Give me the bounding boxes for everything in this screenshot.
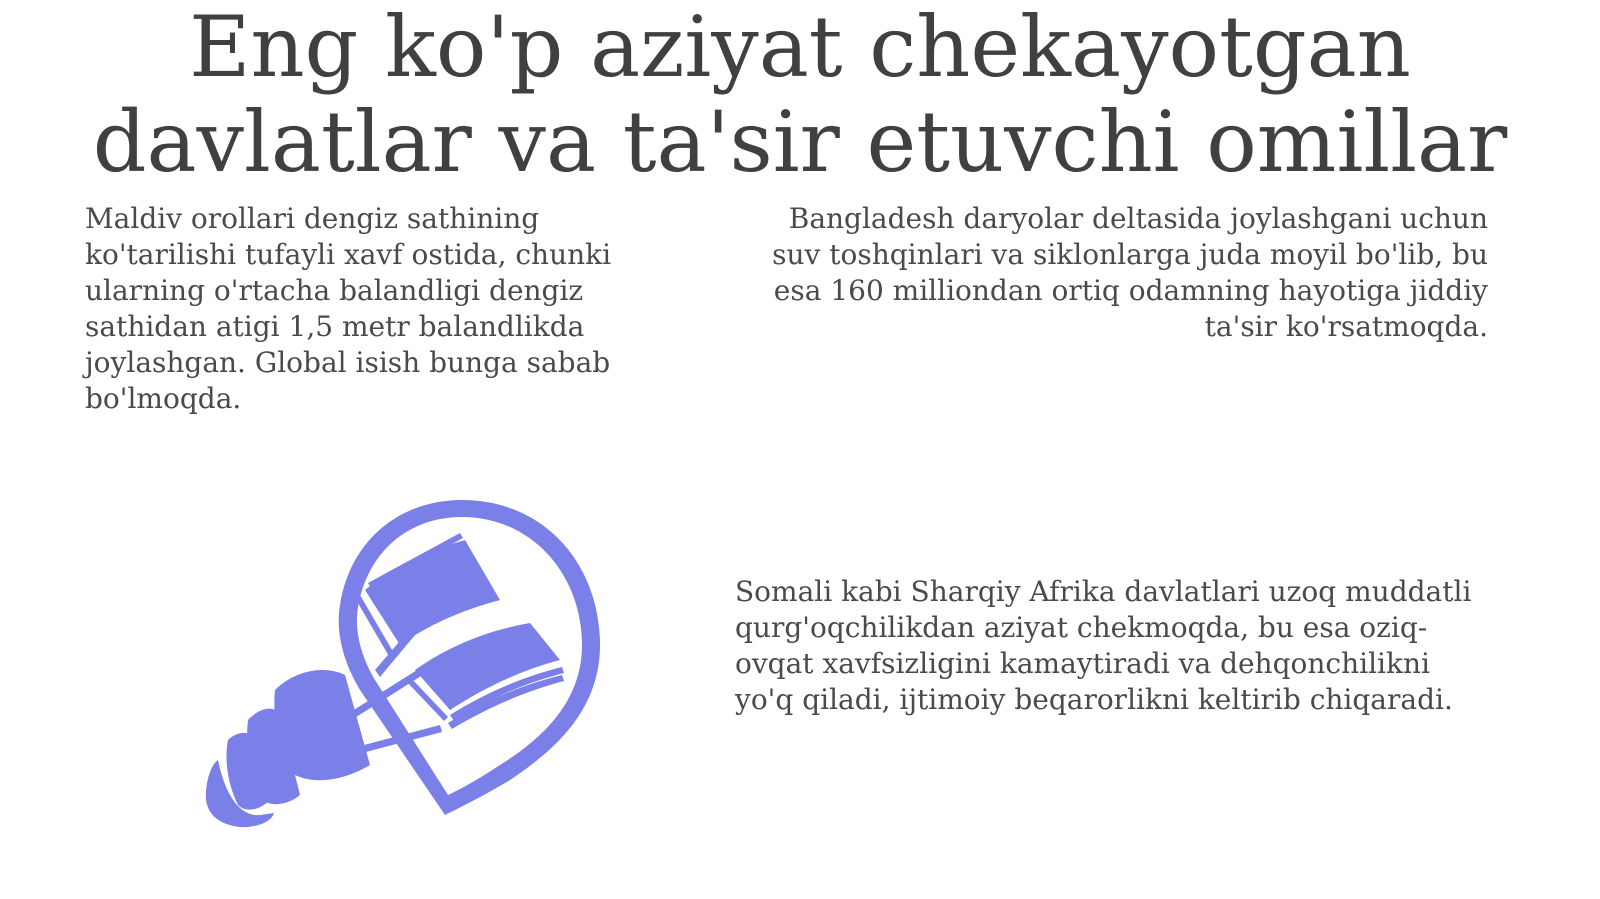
paragraph-maldives: Maldiv orollari dengiz sathining ko'tarilishi tufayli xavf ostida, chunki ularning o'rtacha balandligi dengiz sathidan atigi 1,5 metr balandlikda joylashgan. Global isish bunga sabab bo'lmoqda. xyxy=(85,202,612,415)
title-line-2: davlatlar va ta'sir etuvchi omillar xyxy=(92,93,1508,191)
paragraph-somalia: Somali kabi Sharqiy Afrika davlatlari uzoq muddatli qurg'oqchilikdan aziyat chekmoqda, bu esa oziq-ovqat xavfsizligini kamaytiradi va dehqonchilikni yo'q qiladi, ijtimoiy beqarorlikni keltirib chiqaradi. xyxy=(735,575,1472,716)
title-line-1: Eng ko'p aziyat chekayotgan xyxy=(189,0,1411,96)
paragraph-bangladesh: Bangladesh daryolar deltasida joylashgani uchun suv toshqinlari va siklonlarga juda moyil bo'lib, bu esa 160 milliondan ortiq odamning hayotiga jiddiy ta'sir ko'rsatmoqda. xyxy=(772,202,1488,343)
lightbulb-book-icon xyxy=(200,495,620,845)
slide-title xyxy=(0,0,1600,190)
